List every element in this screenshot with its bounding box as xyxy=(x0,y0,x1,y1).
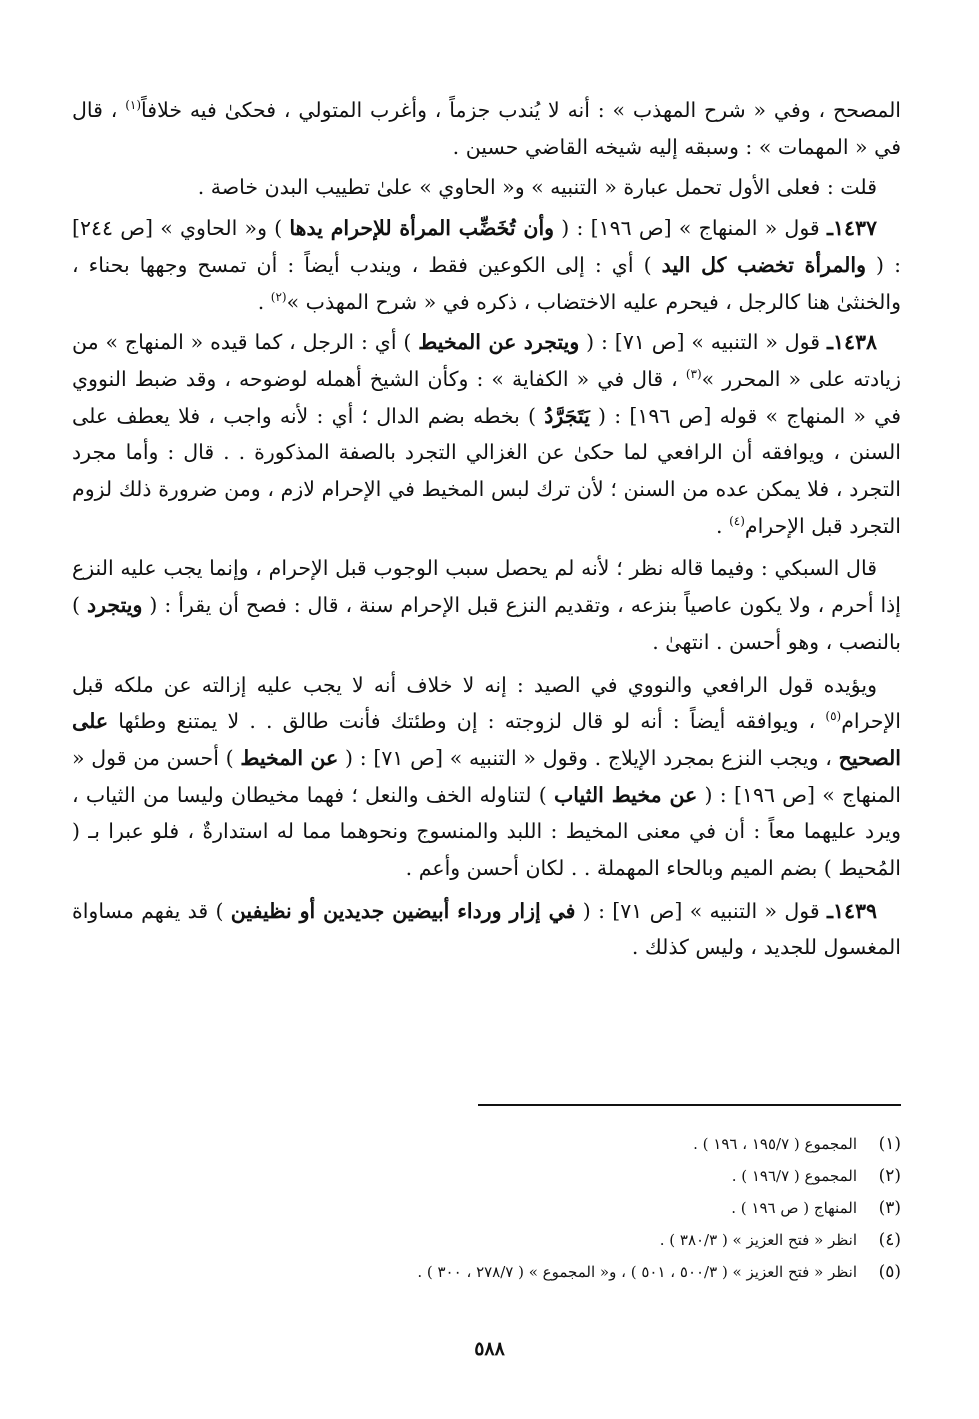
text-run: قال السبكي : وفيما قاله نظر ؛ لأنه لم يحصل سبب الوجوب قبل الإحرام ، وإنما يجب عليه النزع إذا أحرم ، ولا يكون عاصياً بنزعه ، وتقديم النزع قبل الإحرام سنة ، قال : فصح أن يقرأ : ( xyxy=(72,556,901,618)
footnote-text: انظر « فتح العزيز » ( ٣٨٠/٣ ) . xyxy=(659,1231,857,1249)
footnote-number: (٥) xyxy=(878,1262,901,1282)
footnote-text: المجموع ( ١٩٥/٧ ، ١٩٦ ) . xyxy=(693,1135,857,1153)
page-number: ٥٨٨ xyxy=(474,1338,505,1360)
footnote xyxy=(72,1224,901,1256)
paragraph xyxy=(72,92,901,165)
text-run: ، ويجب النزع بمجرد الإيلاج . وقول « التنبيه » [ص ٧١] : ( xyxy=(338,745,839,770)
bold-text: ويتجرد عن المخيط xyxy=(418,330,580,355)
text-run: قول « المنهاج » [ص ١٩٦] : ( xyxy=(554,216,827,241)
footnote-text: انظر « فتح العزيز » ( ٥٠٠/٣ ، ٥٠١ ) ، و« المجموع » ( ٢٧٨/٧ ، ٣٠٠ ) . xyxy=(417,1263,857,1281)
paragraph xyxy=(72,169,901,206)
bold-text: والمرأة تخضب كل اليد xyxy=(661,252,867,277)
text-run: ) أحسن من قول « المنهاج » [ص ١٩٦] : ( xyxy=(72,745,901,807)
footnote xyxy=(72,1160,901,1192)
footnote xyxy=(72,1192,901,1224)
bold-text: عن مخيط الثياب xyxy=(553,782,698,807)
text-run: ) لتناوله الخف والنعل ؛ فهما مخيطان وليسا من الثياب ، ويرد عليهما معاً : أن في معنى المخيط : اللبد والمنسوج ونحوهما مما له استدارةٌ ، فلو عبرا بـ ( المُحيط ) بضم الميم وبالحاء المهملة . . لكان أحسن وأعم . xyxy=(72,782,901,881)
bold-text: عن المخيط xyxy=(240,745,339,770)
text-run: . xyxy=(257,289,271,314)
bold-text: ١٤٣٧ـ xyxy=(826,216,877,241)
main-text xyxy=(72,92,901,966)
text-run: ) أي : الرجل ، كما قيده « المنهاج » من زيادته على « المحرر » xyxy=(72,330,901,391)
paragraph xyxy=(72,324,901,544)
text-run: قول « التنبيه » [ص ٧١] : ( xyxy=(575,898,827,923)
bold-text: ١٤٣٩ـ xyxy=(826,898,877,923)
text-run: ) بالنصب ، وهو أحسن . انتهىٰ . xyxy=(72,593,901,654)
text-run: ، قال في « الكفاية » : وكأن الشيخ أهمله لوضوحه ، وقد ضبط النووي في « المنهاج » قوله [ص ١٩٦] : ( xyxy=(72,366,901,428)
paragraph xyxy=(72,893,901,966)
footnote-ref: (١) xyxy=(125,98,142,113)
text-run: ويؤيده قول الرافعي والنووي في الصيد : إنه لا خلاف أنه لا يجب عليه إزالته عن ملكه قبل الإحرام xyxy=(72,672,901,734)
paragraph xyxy=(72,550,901,660)
text-run: ، قال في « المهمات » : وسبقه إليه شيخه القاضي حسين . xyxy=(72,98,901,159)
text-run: ، ويوافقه أيضاً : أنه لو قال لزوجته : إن وطئتك فأنت طالق . . لا يمتنع وطئها xyxy=(108,709,826,734)
bold-text: يَتَجَرَّدُ xyxy=(544,403,590,428)
text-run: ) بخطه بضم الدال ؛ أي : لأنه واجب ، فلا يعطف على السنن ، ويوافقه أن الرافعي لما حكىٰ عن الغزالي التجرد بالصفة المذكورة . . قال : وأما مجرد التجرد ، فلا يمكن عده من السنن ؛ لأن ترك لبس المخيط في الإحرام لازم ، ومن ضرورة ذلك لزوم التجرد قبل الإحرام xyxy=(72,403,901,538)
bold-text: ١٤٣٨ـ xyxy=(826,330,877,355)
footnote-ref: (٣) xyxy=(685,367,702,382)
text-run: المصحح ، وفي « شرح المهذب » : أنه لا يُندب جزماً ، وأغرب المتولي ، فحكىٰ فيه خلافاً xyxy=(141,98,902,122)
footnote-ref: (٥) xyxy=(825,709,842,724)
bold-text: وأن تُخَضِّب المرأة للإحرام يدها xyxy=(289,216,555,241)
footnote-text: المجموع ( ١٩٦/٧ ) . xyxy=(731,1167,857,1185)
text-run: قول « التنبيه » [ص ٧١] : ( xyxy=(579,330,827,355)
paragraph xyxy=(72,210,901,320)
footnotes xyxy=(72,1128,901,1288)
bold-text: على الصحيح xyxy=(72,709,901,770)
footnote-number: (٤) xyxy=(878,1230,901,1250)
footnote xyxy=(72,1256,901,1288)
footnote-number: (١) xyxy=(878,1134,901,1154)
footnote-number: (٢) xyxy=(878,1166,901,1186)
text-run: قلت : فعلى الأول تحمل عبارة « التنبيه » و« الحاوي » علىٰ تطييب البدن خاصة . xyxy=(197,175,877,200)
text-run: ) أي : إلى الكوعين فقط ، ويندب أيضاً : أن تمسح وجهها بحناء ، والخنثىٰ هنا كالرجل ، فيحرم عليه الاختضاب ، ذكره في « شرح المهذب » xyxy=(72,252,901,314)
footnote-separator xyxy=(478,1104,901,1106)
footnote-text: المنهاج ( ص ١٩٦ ) . xyxy=(731,1199,857,1217)
bold-text: ويتجرد xyxy=(86,593,143,618)
footnote xyxy=(72,1128,901,1160)
bold-text: في إزار ورداء أبيضين جديدين أو نظيفين xyxy=(230,898,576,923)
footnote-ref: (٢) xyxy=(270,289,287,304)
footnote-number: (٣) xyxy=(878,1198,901,1218)
text-run: . xyxy=(716,513,730,538)
paragraph xyxy=(72,667,901,887)
text-run: ) قد يفهم مساواة المغسول للجديد ، وليس كذلك . xyxy=(72,898,901,960)
text-run: ) و« الحاوي » [ص ٢٤٤] : ( xyxy=(72,216,901,277)
footnote-ref: (٤) xyxy=(729,513,745,528)
